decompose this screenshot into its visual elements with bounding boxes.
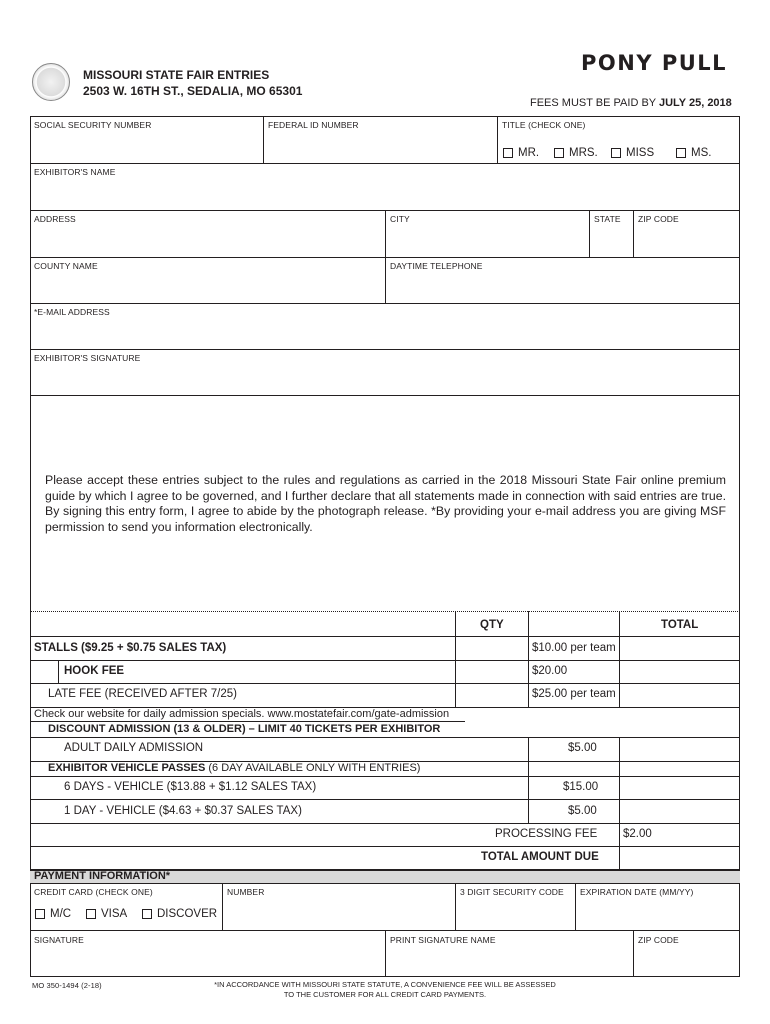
title-option-ms[interactable]: MS.: [676, 147, 711, 159]
six-day-vehicle-price: $15.00: [563, 781, 599, 793]
divider: [30, 303, 740, 304]
processing-fee-value: $2.00: [623, 828, 652, 840]
divider: [385, 257, 386, 303]
divider: [497, 116, 498, 163]
expiration-label: EXPIRATION DATE (MM/YY): [580, 887, 694, 897]
payment-header: PAYMENT INFORMATION*: [34, 870, 171, 882]
divider: [589, 210, 590, 257]
dotted-divider: [30, 611, 740, 612]
divider: [222, 883, 223, 930]
phone-label: DAYTIME TELEPHONE: [390, 261, 483, 271]
address-label: ADDRESS: [34, 214, 76, 224]
security-code-input[interactable]: [460, 902, 571, 926]
total-header: TOTAL: [661, 619, 699, 631]
email-input[interactable]: [34, 322, 734, 346]
county-input[interactable]: [34, 276, 381, 300]
phone-input[interactable]: [390, 276, 735, 300]
title-option-mr[interactable]: MR.: [503, 147, 539, 159]
total-due-input[interactable]: [622, 848, 737, 867]
divider: [30, 116, 740, 117]
city-label: CITY: [390, 214, 410, 224]
total-due-label: TOTAL AMOUNT DUE: [481, 851, 599, 863]
federal-id-input[interactable]: [268, 135, 493, 159]
zip-input[interactable]: [638, 229, 736, 253]
city-input[interactable]: [390, 229, 585, 253]
divider: [385, 930, 386, 977]
divider: [619, 737, 620, 869]
divider: [263, 116, 264, 163]
payment-signature-label: SIGNATURE: [34, 935, 84, 945]
adult-daily-price: $5.00: [568, 742, 597, 754]
card-number-label: NUMBER: [227, 887, 265, 897]
zip-label: ZIP CODE: [638, 214, 679, 224]
vehicle-passes-header: EXHIBITOR VEHICLE PASSES (6 DAY AVAILABLE ONLY WITH ENTRIES): [48, 762, 421, 774]
convenience-fee-note: *IN ACCORDANCE WITH MISSOURI STATE STATUTE, A CONVENIENCE FEE WILL BE ASSESSED TO THE CUSTOMER FOR ALL CREDIT CARD PAYMENTS.: [214, 980, 556, 999]
late-fee-label: LATE FEE (RECEIVED AFTER 7/25): [48, 688, 237, 700]
checkbox-icon: [676, 148, 686, 158]
checkbox-icon: [35, 909, 45, 919]
divider: [30, 349, 740, 350]
credit-card-label: CREDIT CARD (CHECK ONE): [34, 887, 153, 897]
print-name-input[interactable]: [390, 949, 629, 973]
stalls-label: STALLS ($9.25 + $0.75 SALES TAX): [34, 642, 227, 654]
divider: [455, 611, 456, 707]
divider: [30, 883, 740, 884]
payment-zip-input[interactable]: [638, 949, 736, 973]
divider: [58, 660, 59, 683]
one-day-vehicle-price: $5.00: [568, 805, 597, 817]
divider: [633, 210, 634, 257]
card-number-input[interactable]: [227, 902, 451, 926]
stalls-total-input[interactable]: [622, 639, 737, 658]
form-number: MO 350-1494 (2-18): [32, 981, 102, 990]
checkbox-icon: [503, 148, 513, 158]
hook-fee-price: $20.00: [532, 665, 568, 677]
stalls-price: $10.00 per team: [532, 642, 616, 654]
hook-fee-label: HOOK FEE: [64, 665, 125, 677]
adult-daily-total-input[interactable]: [622, 739, 737, 758]
divider: [30, 846, 740, 847]
org-address: 2503 W. 16TH ST., SEDALIA, MO 65301: [83, 84, 303, 98]
payment-signature-input[interactable]: [34, 949, 381, 973]
divider: [619, 611, 620, 707]
qty-header: QTY: [480, 619, 504, 631]
divider: [528, 737, 529, 823]
hook-fee-total-input[interactable]: [622, 662, 737, 681]
form-title: PONY PULL: [581, 51, 728, 75]
email-label: *E-MAIL ADDRESS: [34, 307, 110, 317]
ssn-input[interactable]: [34, 135, 259, 159]
checkbox-icon: [86, 909, 96, 919]
title-option-miss[interactable]: MISS: [611, 147, 654, 159]
discount-header: DISCOUNT ADMISSION (13 & OLDER) – LIMIT 40 TICKETS PER EXHIBITOR: [48, 723, 441, 735]
county-label: COUNTY NAME: [34, 261, 98, 271]
signature-input[interactable]: [34, 368, 734, 392]
security-code-label: 3 DIGIT SECURITY CODE: [460, 887, 564, 897]
expiration-input[interactable]: [580, 902, 735, 926]
stalls-qty-input[interactable]: [458, 639, 526, 658]
title-label: TITLE (CHECK ONE): [502, 120, 586, 130]
exhibitor-name-label: EXHIBITOR'S NAME: [34, 167, 116, 177]
payment-zip-label: ZIP CODE: [638, 935, 679, 945]
agreement-text: Please accept these entries subject to the rules and regulations as carried in the 2018 Missouri State Fair online premium guide by which I agree to be governed, and I further declare that all statements made in connection with said entries are true. By signing this entry form, I agree to abide by the photograph release. *By providing your e-mail address you are giving MSF permission to send you information electronically.: [45, 473, 726, 535]
checkbox-icon: [611, 148, 621, 158]
divider: [30, 776, 740, 777]
federal-id-label: FEDERAL ID NUMBER: [268, 120, 359, 130]
website-note: Check our website for daily admission specials. www.mostatefair.com/gate-admission: [34, 708, 450, 720]
checkbox-icon: [142, 909, 152, 919]
divider: [30, 799, 740, 800]
divider: [30, 721, 465, 722]
divider: [633, 930, 634, 977]
state-input[interactable]: [594, 229, 630, 253]
divider: [455, 883, 456, 930]
divider: [385, 210, 386, 257]
exhibitor-name-input[interactable]: [34, 182, 734, 206]
address-input[interactable]: [34, 229, 381, 253]
late-fee-total-input[interactable]: [622, 685, 737, 704]
divider: [30, 823, 740, 824]
six-day-vehicle-label: 6 DAYS - VEHICLE ($13.88 + $1.12 SALES TAX): [64, 781, 317, 793]
hook-fee-qty-input[interactable]: [458, 662, 526, 681]
divider: [30, 163, 740, 164]
card-option-visa[interactable]: VISA: [86, 908, 127, 920]
org-name: MISSOURI STATE FAIR ENTRIES: [83, 68, 270, 82]
title-option-mrs[interactable]: MRS.: [554, 147, 598, 159]
divider: [30, 116, 31, 396]
one-day-vehicle-label: 1 DAY - VEHICLE ($4.63 + $0.37 SALES TAX): [64, 805, 302, 817]
divider: [30, 636, 740, 637]
one-day-vehicle-total-input[interactable]: [622, 802, 737, 821]
card-option-mc[interactable]: M/C: [35, 908, 71, 920]
missouri-state-seal: [32, 63, 70, 101]
signature-label: EXHIBITOR'S SIGNATURE: [34, 353, 141, 363]
fees-deadline: FEES MUST BE PAID BY JULY 25, 2018: [530, 97, 732, 109]
divider: [30, 737, 740, 738]
card-option-discover[interactable]: DISCOVER: [142, 908, 217, 920]
ssn-label: SOCIAL SECURITY NUMBER: [34, 120, 152, 130]
late-fee-price: $25.00 per team: [532, 688, 616, 700]
divider: [30, 660, 740, 661]
six-day-vehicle-total-input[interactable]: [622, 778, 737, 797]
divider: [739, 611, 740, 869]
divider: [528, 611, 529, 707]
processing-fee-label: PROCESSING FEE: [495, 828, 598, 840]
state-label: STATE: [594, 214, 621, 224]
divider: [30, 976, 740, 977]
divider: [739, 116, 740, 396]
adult-daily-label: ADULT DAILY ADMISSION: [64, 742, 204, 754]
print-name-label: PRINT SIGNATURE NAME: [390, 935, 496, 945]
divider: [30, 611, 31, 869]
divider: [30, 683, 740, 684]
checkbox-icon: [554, 148, 564, 158]
divider: [575, 883, 576, 930]
late-fee-qty-input[interactable]: [458, 685, 526, 704]
